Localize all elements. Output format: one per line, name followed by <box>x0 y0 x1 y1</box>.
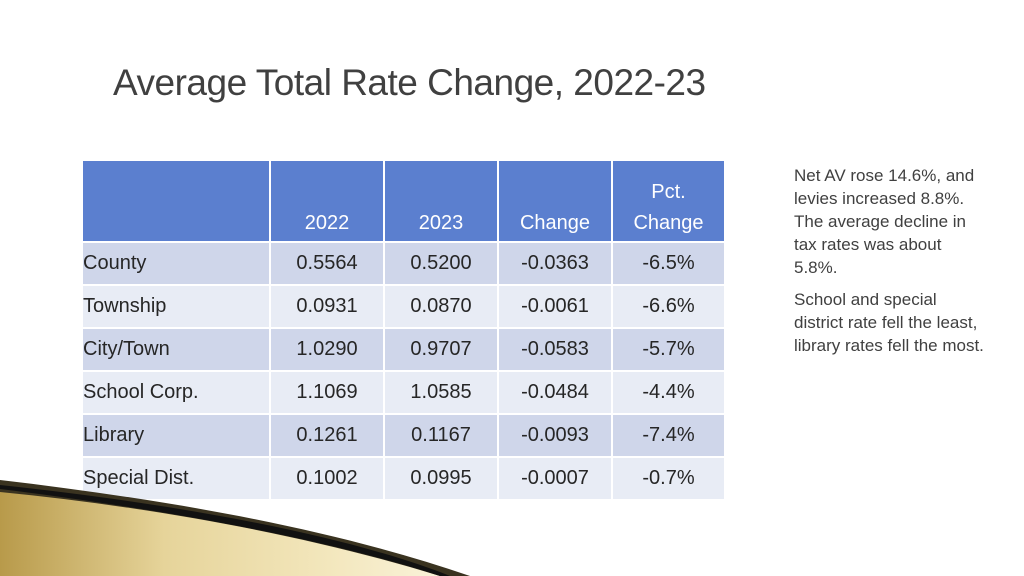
row-label: School Corp. <box>82 371 270 414</box>
header-cell-2023: 2023 <box>384 160 498 242</box>
value-2023: 0.9707 <box>384 328 498 371</box>
value-2023: 1.0585 <box>384 371 498 414</box>
value-2023: 0.0870 <box>384 285 498 328</box>
value-2022: 0.1261 <box>270 414 384 457</box>
table-row <box>82 328 725 371</box>
value-change: -0.0061 <box>498 285 612 328</box>
header-cell-2022: 2022 <box>270 160 384 242</box>
value-2022: 0.5564 <box>270 242 384 285</box>
rate-change-table <box>81 159 726 501</box>
row-label: Special Dist. <box>82 457 270 500</box>
decorative-swoosh <box>0 470 720 576</box>
note-av-levies: Net AV rose 14.6%, and levies increased 8.8%. The average decline in tax rates was about 5.8%. <box>794 166 975 277</box>
table-row <box>82 242 725 285</box>
note-rate-falls: School and special district rate fell the least, library rates fell the most. <box>794 290 984 355</box>
value-change: -0.0363 <box>498 242 612 285</box>
header-cell-pct-change: Pct. Change <box>612 160 725 242</box>
row-label: Library <box>82 414 270 457</box>
header-cell-change: Change <box>498 160 612 242</box>
table-row <box>82 414 725 457</box>
value-2022: 1.0290 <box>270 328 384 371</box>
value-2023: 0.0995 <box>384 457 498 500</box>
value-pct-change: -0.7% <box>612 457 725 500</box>
table-row <box>82 285 725 328</box>
value-change: -0.0093 <box>498 414 612 457</box>
slide-title: Average Total Rate Change, 2022-23 <box>113 62 706 103</box>
value-pct-change: -6.6% <box>612 285 725 328</box>
header-cell-label <box>82 160 270 242</box>
value-pct-change: -5.7% <box>612 328 725 371</box>
value-2022: 0.0931 <box>270 285 384 328</box>
row-label: City/Town <box>82 328 270 371</box>
row-label: Township <box>82 285 270 328</box>
row-label: County <box>82 242 270 285</box>
value-pct-change: -7.4% <box>612 414 725 457</box>
value-change: -0.0583 <box>498 328 612 371</box>
value-pct-change: -4.4% <box>612 371 725 414</box>
value-change: -0.0484 <box>498 371 612 414</box>
value-2023: 0.5200 <box>384 242 498 285</box>
side-notes <box>794 164 984 366</box>
table-row <box>82 371 725 414</box>
table-header-row <box>82 160 725 242</box>
value-change: -0.0007 <box>498 457 612 500</box>
value-2022: 0.1002 <box>270 457 384 500</box>
value-2023: 0.1167 <box>384 414 498 457</box>
value-2022: 1.1069 <box>270 371 384 414</box>
value-pct-change: -6.5% <box>612 242 725 285</box>
